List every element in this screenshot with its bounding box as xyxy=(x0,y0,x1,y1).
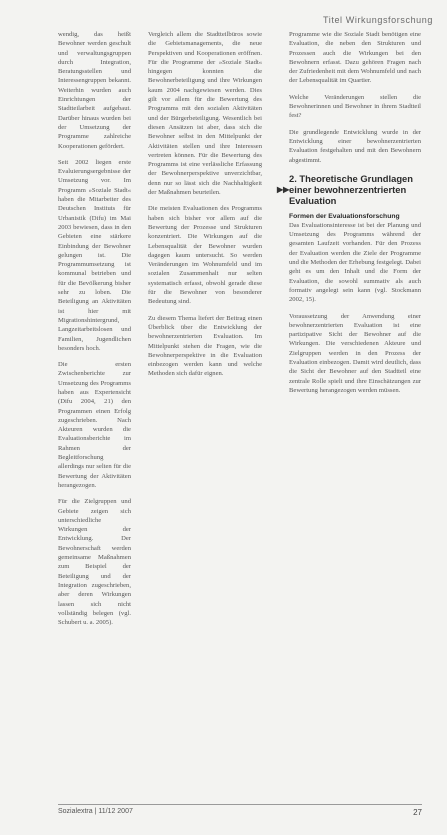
sub-heading: Formen der Evaluationsforschung xyxy=(289,212,400,220)
text-column-3 xyxy=(277,30,421,402)
paragraph: Das Evaluationsinteresse ist bei der Planung und Umsetzung des Programms während der gesamten Laufzeit vorhanden. Für den Prozess der Evaluation werden die Ziele der Programme und die Methoden der Erhebung festgelegt. Dabei geht es um den Inhalt und die Form der Evaluation, die sowohl summativ als auch formativ angelegt sein kann (vgl. Stockmann 2002, 15). xyxy=(289,221,421,304)
paragraph: wendig, das heißt Bewohner werden geschult und verwaltungsgruppen durch Integration, Beratungsstellen und Interessengruppen bekannt. Weiterhin wurden auch Einrichtungen der Stadtteilarbeit aufgebaut. Darüber hinaus wurden bei der Umsetzung der Programme zahlreiche Kooperationen gefördert. xyxy=(58,31,131,150)
paragraph: Die ersten Zwischenberichte zur Umsetzung des Programms haben aus Expertensicht (Difu 2004, 21) den Programmen einen Erfolg zugeschrieben. Nach Akteuren wurden die Evaluationsberichte im Rahmen der Begleitforschung allerdings nur selten für die Bewertung der Aktivitäten herangezogen. xyxy=(58,361,131,489)
paragraph: Die grundlegende Entwicklung wurde in der Entwicklung einer bewohnerzentrierten Evaluation festgehalten und mit den Bewohnern abgestimmt. xyxy=(289,128,421,164)
arrow-icon: ▶▶ xyxy=(277,184,290,194)
text-column-2 xyxy=(148,30,262,386)
paragraph: Programme wie die Soziale Stadt benötigen eine Evaluation, die neben den Strukturen und Prozessen auch die Wirkungen bei den Bewohnern erfasst. Dazu gehören Fragen nach der Zufriedenheit mit dem Wohnumfeld und nach der Lebensqualität im Quartier. xyxy=(289,31,421,85)
text-column-1 xyxy=(58,30,131,634)
paragraph: Vergleich allem die Stadtteilbüros sowie die Gebietsmanagements, die neue Perspektiven und Kooperationen eröffnen. Für die Programme der »Soziale Stadt« hingegen konnten die Bewohnerbeteiligung und ihre Wirkungen kaum 2004 nachgewiesen werden. Dies gilt vor allem für die Bewertung des Programms mit den sozialen Aktivitäten und der Bürgerbeteiligung. Wesentlich bei diesen Ansätzen ist aber, dass sich die Bewohner selbst in den Mittelpunkt der Aktivitäten stellen und ihre Interessen vertreten können. Für die Bewertung des Programms ist eine verlässliche Erfassung der Bewohnerperspektive unverzichtbar, denn nur so lässt sich die Nachhaltigkeit der Maßnahmen beurteilen. xyxy=(148,31,262,197)
paragraph: Für die Zielgruppen und Gebiete zeigen sich unterschiedliche Wirkungen der Entwicklung. Der Bewohnerschaft werden gemeinsame Maßnahmen zum Beispiel der Beteiligung und der Integration zugeschrieben, aber deren Wirkungen lassen sich nicht vollständig belegen (vgl. Schubert u. a. 2005). xyxy=(58,498,131,627)
section-heading xyxy=(277,172,421,206)
paragraph: Zu diesem Thema liefert der Beitrag einen Überblick über die Entwicklung der bewohnerzentrierten Evaluation. Im Mittelpunkt stehen die Fragen, wie die Bewohnerperspektive in die Evaluation einbezogen werden kann und welche Methoden sich dafür eignen. xyxy=(148,314,262,378)
footer-rule xyxy=(58,804,422,805)
page-number: 27 xyxy=(413,808,422,817)
section-heading-text: 2. Theoretische Grundlagen einer bewohnerzentrierten Evaluation xyxy=(289,172,413,206)
paragraph: Welche Veränderungen stellen die Bewohnerinnen und Bewohner in ihrem Stadtteil fest? xyxy=(289,93,421,120)
paragraph: Seit 2002 liegen erste Evaluierungsergebnisse der Umsetzung vor. Im Programm »Soziale Stadt« haben die Mitarbeiter des Deutschen Instituts für Urbanistik (Difu) im Mai 2003 bewiesen, dass in den Gebieten eine stärkere Einbindung der Bewohner gelungen ist. Die Programmumsetzung ist kommunal betrieben und für die Bevölkerung bisher sehr zu loben. Die Beteiligung an Aktivitäten ist hier mit Migrationshintergrund, Langzeitarbeitslosen und Familien, Jugendlichen besonders hoch. xyxy=(58,158,131,352)
running-head: Titel Wirkungsforschung xyxy=(322,15,433,25)
footer-publication: Sozialextra | 11/12 2007 xyxy=(58,808,133,815)
paragraph: Voraussetzung der Anwendung einer bewohnerzentrierten Evaluation ist eine partizipative Sicht der Bewohner auf die Wirkungen. Die verschiedenen Akteure und Zielgruppen werden in den Prozess der Evaluation einbezogen. Damit wird deutlich, dass die Sicht der Bewohner auf den Stadtteil eine zentrale Rolle spielt und ihre Einschätzungen zur Bewertung herangezogen werden müssen. xyxy=(289,312,421,394)
paragraph: Die meisten Evaluationen des Programms haben sich bisher vor allem auf die Bewertung der Prozesse und Strukturen konzentriert. Die Wirkungen auf die Lebensqualität der Bewohner wurden dagegen kaum untersucht. So werden Veränderungen im Wohnumfeld und im sozialen Zusammenhalt nur selten systematisch erfasst, obwohl gerade diese für die Bewohner von besonderer Bedeutung sind. xyxy=(148,205,262,306)
